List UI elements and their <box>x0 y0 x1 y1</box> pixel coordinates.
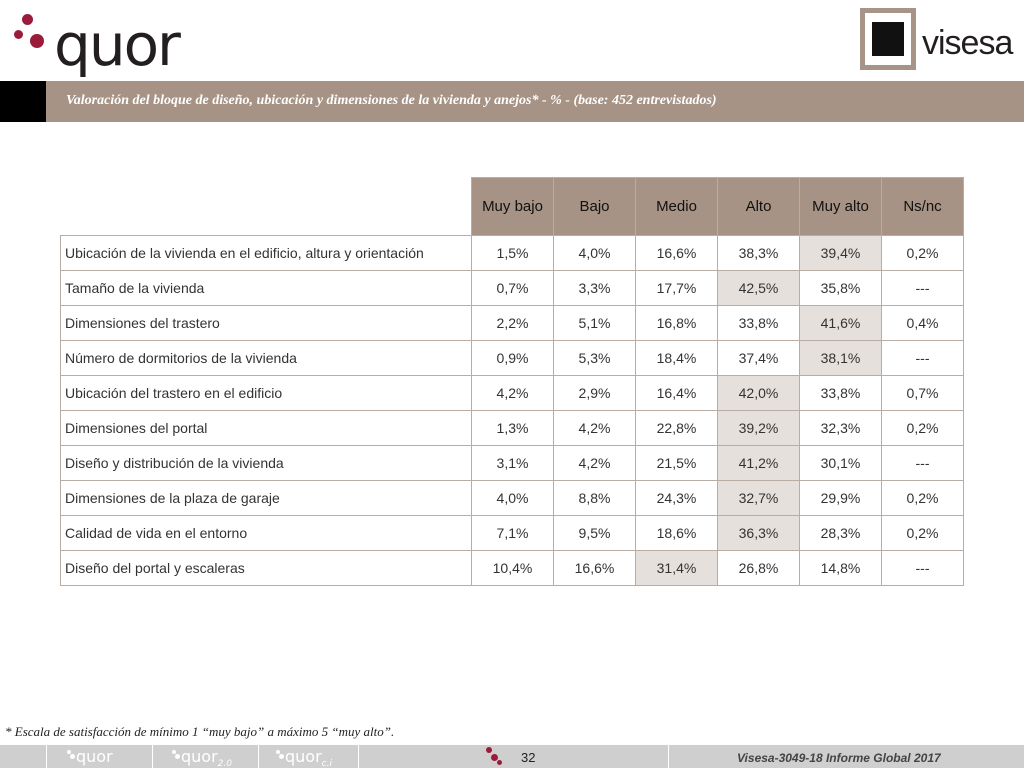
value-cell: 42,0% <box>718 376 800 411</box>
footer-brand-text: quor <box>76 747 113 766</box>
value-cell: 30,1% <box>800 446 882 481</box>
value-cell: 16,8% <box>636 306 718 341</box>
footer-brand-quor-ci <box>285 747 332 769</box>
row-label: Calidad de vida en el entorno <box>61 516 472 551</box>
value-cell: 4,2% <box>554 446 636 481</box>
visesa-logo-text: visesa <box>922 24 1013 62</box>
row-label: Diseño del portal y escaleras <box>61 551 472 586</box>
value-cell: 5,3% <box>554 341 636 376</box>
value-cell: 33,8% <box>718 306 800 341</box>
value-cell: 29,9% <box>800 481 882 516</box>
value-cell: 4,0% <box>472 481 554 516</box>
table-corner <box>61 178 472 236</box>
quor-logo <box>14 11 204 79</box>
table-row <box>61 481 964 516</box>
table-row <box>61 446 964 481</box>
value-cell: 0,9% <box>472 341 554 376</box>
page-dot-icon <box>497 760 502 765</box>
value-cell: 37,4% <box>718 341 800 376</box>
value-cell: 32,3% <box>800 411 882 446</box>
quor-logo-text: quor <box>54 11 179 79</box>
value-cell: 0,4% <box>882 306 964 341</box>
row-label: Ubicación del trastero en el edificio <box>61 376 472 411</box>
value-cell: 2,9% <box>554 376 636 411</box>
table-row <box>61 341 964 376</box>
value-cell: 24,3% <box>636 481 718 516</box>
value-cell: 0,2% <box>882 411 964 446</box>
page-number: 32 <box>521 750 536 765</box>
footer-divider <box>258 745 259 768</box>
value-cell: 26,8% <box>718 551 800 586</box>
logo-dot-icon <box>22 14 33 25</box>
column-header: Muy alto <box>800 178 882 236</box>
value-cell: 21,5% <box>636 446 718 481</box>
footer-divider <box>668 745 669 768</box>
footer-brand-suffix: c.i <box>321 759 332 769</box>
value-cell: 38,1% <box>800 341 882 376</box>
footer-brand-suffix: 2.0 <box>217 759 232 769</box>
value-cell: 0,2% <box>882 516 964 551</box>
value-cell: 4,0% <box>554 236 636 271</box>
value-cell: --- <box>882 446 964 481</box>
column-header: Alto <box>718 178 800 236</box>
page-dot-icon <box>486 747 492 753</box>
brand-dot-icon <box>175 754 180 759</box>
value-cell: 2,2% <box>472 306 554 341</box>
table-row <box>61 376 964 411</box>
footer-brand-quor-2 <box>181 747 232 769</box>
column-header: Bajo <box>554 178 636 236</box>
value-cell: 7,1% <box>472 516 554 551</box>
logo-dot-icon <box>30 34 44 48</box>
row-label: Dimensiones del portal <box>61 411 472 446</box>
value-cell: 0,7% <box>882 376 964 411</box>
value-cell: 1,5% <box>472 236 554 271</box>
value-cell: 0,7% <box>472 271 554 306</box>
value-cell: 10,4% <box>472 551 554 586</box>
table-row <box>61 411 964 446</box>
page-title: Valoración del bloque de diseño, ubicación y dimensiones de la vivienda y anejos* - % - (base: 452 entrevistados) <box>66 93 717 108</box>
report-label: Visesa-3049-18 Informe Global 2017 <box>737 751 941 765</box>
value-cell: 39,4% <box>800 236 882 271</box>
value-cell: 9,5% <box>554 516 636 551</box>
value-cell: 33,8% <box>800 376 882 411</box>
row-label: Diseño y distribución de la vivienda <box>61 446 472 481</box>
title-band-marker <box>0 81 46 122</box>
title-band <box>0 81 1024 122</box>
value-cell: 14,8% <box>800 551 882 586</box>
column-header: Muy bajo <box>472 178 554 236</box>
table-row <box>61 516 964 551</box>
value-cell: 22,8% <box>636 411 718 446</box>
footer-divider <box>152 745 153 768</box>
value-cell: --- <box>882 271 964 306</box>
table-row <box>61 551 964 586</box>
table-header-row <box>61 178 964 236</box>
value-cell: 8,8% <box>554 481 636 516</box>
value-cell: 41,6% <box>800 306 882 341</box>
rating-table <box>60 177 964 586</box>
value-cell: 4,2% <box>554 411 636 446</box>
table-row <box>61 236 964 271</box>
footer-bar <box>0 745 1024 768</box>
value-cell: --- <box>882 341 964 376</box>
value-cell: 39,2% <box>718 411 800 446</box>
value-cell: 3,1% <box>472 446 554 481</box>
brand-dot-icon <box>70 754 75 759</box>
value-cell: 3,3% <box>554 271 636 306</box>
value-cell: 28,3% <box>800 516 882 551</box>
value-cell: 1,3% <box>472 411 554 446</box>
column-header: Ns/nc <box>882 178 964 236</box>
footnote: * Escala de satisfacción de mínimo 1 “muy bajo” a máximo 5 “muy alto”. <box>5 724 395 739</box>
value-cell: 4,2% <box>472 376 554 411</box>
value-cell: 35,8% <box>800 271 882 306</box>
row-label: Número de dormitorios de la vivienda <box>61 341 472 376</box>
logo-dot-icon <box>14 30 23 39</box>
visesa-square-icon <box>872 22 904 56</box>
value-cell: 41,2% <box>718 446 800 481</box>
row-label: Dimensiones del trastero <box>61 306 472 341</box>
table-row <box>61 271 964 306</box>
value-cell: 0,2% <box>882 236 964 271</box>
column-header: Medio <box>636 178 718 236</box>
brand-dot-icon <box>279 754 284 759</box>
value-cell: 18,4% <box>636 341 718 376</box>
table-row <box>61 306 964 341</box>
row-label: Ubicación de la vivienda en el edificio, altura y orientación <box>61 236 472 271</box>
value-cell: 16,4% <box>636 376 718 411</box>
row-label: Dimensiones de la plaza de garaje <box>61 481 472 516</box>
value-cell: 32,7% <box>718 481 800 516</box>
value-cell: 18,6% <box>636 516 718 551</box>
value-cell: 0,2% <box>882 481 964 516</box>
value-cell: 42,5% <box>718 271 800 306</box>
footer-brand-quor <box>76 747 113 766</box>
table-body <box>61 236 964 586</box>
footer-divider <box>358 745 359 768</box>
value-cell: 16,6% <box>636 236 718 271</box>
value-cell: 36,3% <box>718 516 800 551</box>
value-cell: --- <box>882 551 964 586</box>
footer-brand-text: quor <box>181 747 218 766</box>
value-cell: 5,1% <box>554 306 636 341</box>
footer-divider <box>46 745 47 768</box>
footer-brand-text: quor <box>285 747 322 766</box>
value-cell: 38,3% <box>718 236 800 271</box>
value-cell: 31,4% <box>636 551 718 586</box>
value-cell: 16,6% <box>554 551 636 586</box>
value-cell: 17,7% <box>636 271 718 306</box>
visesa-logo <box>860 8 1012 76</box>
row-label: Tamaño de la vivienda <box>61 271 472 306</box>
